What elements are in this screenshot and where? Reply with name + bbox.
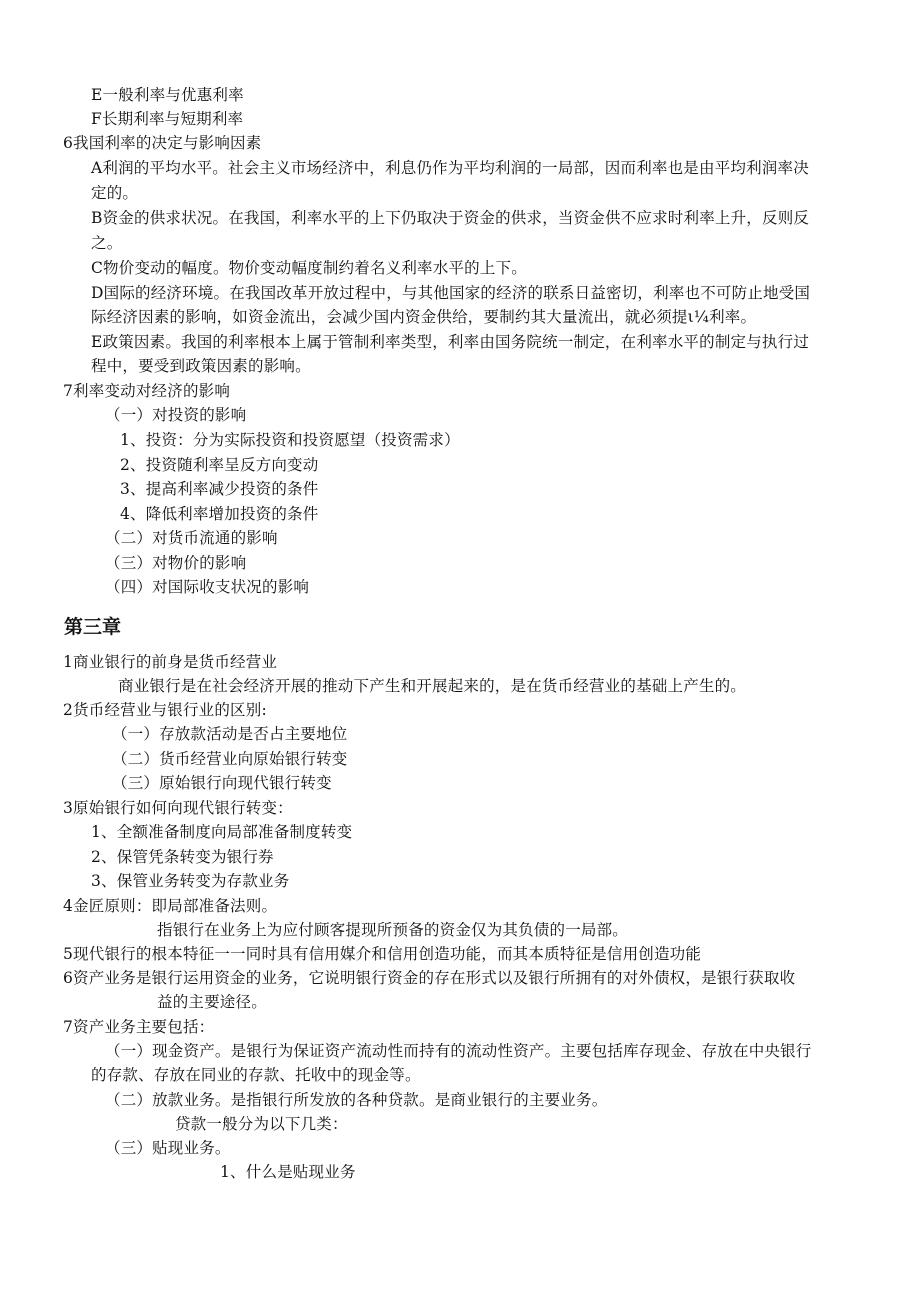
c1-title: 1商业银行的前身是货币经营业 — [63, 653, 278, 671]
q7-sub2: （二）对货币流通的影响 — [105, 529, 278, 547]
c2-title: 2货币经营业与银行业的区别: — [63, 701, 267, 719]
c7-a-line2: 的存款、存放在同业的存款、托收中的现金等。 — [91, 1066, 421, 1084]
q7-sub3: （三）对物价的影响 — [105, 554, 247, 572]
q6-e-line2: 程中，要受到政策因素的影响。 — [91, 357, 311, 375]
c7-b: （二）放款业务。是指银行所发放的各种贷款。是商业银行的主要业务。 — [105, 1091, 608, 1109]
q7-sub1-item3: 3、提高利率减少投资的条件 — [120, 480, 319, 498]
q6-a-line2: 定的。 — [91, 184, 139, 202]
c3-item2: 2、保管凭条转变为银行券 — [91, 848, 274, 866]
q7-sub1: （一）对投资的影响 — [105, 406, 247, 424]
c7-c: （三）贴现业务。 — [105, 1139, 231, 1157]
c3-item1: 1、全额准备制度向局部准备制度转变 — [91, 823, 353, 841]
q6-title: 6我国利率的决定与影响因素 — [63, 134, 262, 152]
c1-body: 商业银行是在社会经济开展的推动下产生和开展起来的，是在货币经营业的基础上产生的。 — [118, 677, 747, 695]
c2-item-b: （二）货币经营业向原始银行转变 — [112, 750, 348, 768]
c7-c-item1: 1、什么是贴现业务 — [220, 1163, 356, 1181]
item-e: E一般利率与优惠利率 — [91, 86, 244, 104]
c2-item-c: （三）原始银行向现代银行转变 — [112, 774, 332, 792]
c4-title: 4金匠原则：即局部准备法则。 — [63, 897, 278, 915]
q7-sub1-item4: 4、降低利率增加投资的条件 — [120, 505, 319, 523]
c7-b-sub: 贷款一般分为以下几类： — [175, 1115, 348, 1133]
q7-sub1-item1: 1、投资：分为实际投资和投资愿望（投资需求） — [120, 431, 460, 449]
q6-d-line1: D国际的经济环境。在我国改革开放过程中，与其他国家的经济的联系日益密切，利率也不可防止地受国 — [91, 284, 811, 302]
q7-sub1-item2: 2、投资随利率呈反方向变动 — [120, 456, 319, 474]
c7-title: 7资产业务主要包括： — [63, 1018, 215, 1036]
q6-c: C物价变动的幅度。物价变动幅度制约着名义利率水平的上下。 — [91, 259, 527, 277]
q6-a-line1: A利润的平均水平。社会主义市场经济中，利息仍作为平均利润的一局部，因而利率也是由平均利润率决 — [91, 159, 809, 177]
c5: 5现代银行的根本特征一一同时具有信用媒介和信用创造功能，而其本质特征是信用创造功能 — [63, 945, 702, 963]
c4-body: 指银行在业务上为应付顾客提现所预备的资金仅为其负债的一局部。 — [157, 921, 629, 939]
item-f: F长期利率与短期利率 — [91, 110, 244, 128]
q6-b-line2: 之。 — [91, 234, 123, 252]
c7-a-line1: （一）现金资产。是银行为保证资产流动性而持有的流动性资产。主要包括库存现金、存放在中央银行 — [105, 1042, 812, 1060]
q6-d-line2: 际经济因素的影响，如资金流出，会减少国内资金供给，要制约其大量流出，就必须提ι¼利率。 — [91, 308, 757, 326]
chapter-title: 第三章 — [64, 616, 122, 638]
q6-e-line1: E政策因素。我国的利率根本上属于管制利率类型，利率由国务院统一制定，在利率水平的制定与执行过 — [91, 333, 810, 351]
c3-item3: 3、保管业务转变为存款业务 — [91, 872, 290, 890]
c3-title: 3原始银行如何向现代银行转变： — [63, 799, 293, 817]
c6-line2: 益的主要途径。 — [157, 993, 267, 1011]
q7-title: 7利率变动对经济的影响 — [63, 382, 231, 400]
q7-sub4: （四）对国际收支状况的影响 — [105, 578, 310, 596]
c6-line1: 6资产业务是银行运用资金的业务，它说明银行资金的存在形式以及银行所拥有的对外债权，是银行获取收 — [63, 969, 796, 987]
c2-item-a: （一）存放款活动是否占主要地位 — [112, 725, 348, 743]
q6-b-line1: B资金的供求状况。在我国，利率水平的上下仍取决于资金的供求，当资金供不应求时利率上升，反则反 — [91, 209, 810, 227]
